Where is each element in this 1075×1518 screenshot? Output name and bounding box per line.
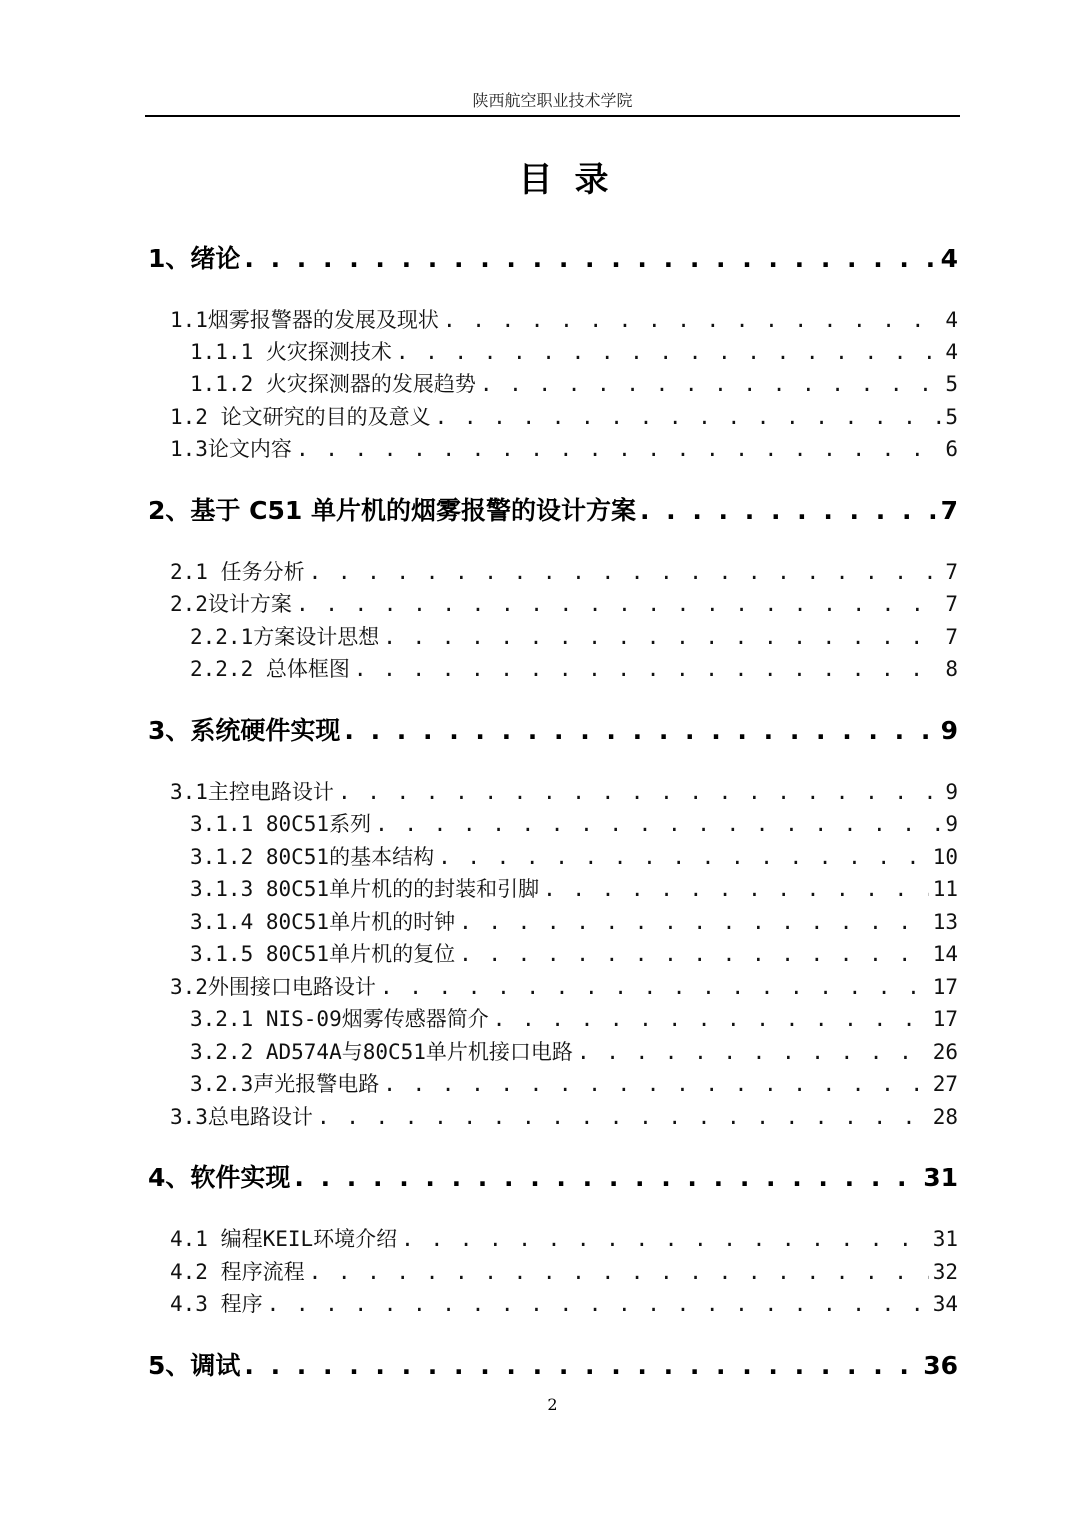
toc-entry-page: 4 [940, 244, 958, 273]
toc-entry-text: 2.2.1方案设计思想 [190, 625, 380, 649]
toc-entry-3-3[interactable] [170, 1103, 958, 1131]
toc-entry-text: 4.1 编程KEIL环境介绍 [170, 1227, 398, 1251]
toc-entry-page: 9 [940, 716, 958, 745]
toc-entry-2-2-2[interactable] [190, 655, 958, 683]
toc-entry-text: 1.1烟雾报警器的发展及现状 [170, 308, 439, 332]
page-number: 2 [547, 1395, 558, 1414]
toc-leader-dots [244, 242, 936, 276]
toc-entry-text: 3.1.5 80C51单片机的复位 [190, 942, 456, 966]
toc-entry-page: 32 [932, 1260, 958, 1284]
toc-entry-text: 3.2.3声光报警电路 [190, 1072, 380, 1096]
toc-leader-dots [435, 403, 942, 431]
toc-entry-page: 26 [932, 1040, 958, 1064]
toc-entry-text: 2、基于 C51 单片机的烟雾报警的设计方案 [148, 496, 636, 525]
toc-leader-dots [459, 940, 929, 968]
toc-entry-chapter-4[interactable] [148, 1161, 958, 1195]
toc-entry-page: 4 [945, 308, 958, 332]
toc-entry-4-3[interactable] [170, 1290, 958, 1318]
toc-leader-dots [296, 590, 941, 618]
toc-entry-page: 31 [932, 1227, 958, 1251]
toc-entry-1-1[interactable] [170, 306, 958, 334]
toc-entry-text: 3.1.1 80C51系列 [190, 812, 372, 836]
toc-entry-text: 4、软件实现 [148, 1163, 291, 1192]
toc-entry-text: 3.2.1 NIS-09烟雾传感器简介 [190, 1007, 489, 1031]
toc-leader-dots [354, 655, 941, 683]
toc-leader-dots [401, 1225, 929, 1253]
toc-entry-1-2[interactable] [170, 403, 958, 431]
toc-entry-text: 3.1.4 80C51单片机的时钟 [190, 910, 456, 934]
toc-entry-text: 2.1 任务分析 [170, 560, 305, 584]
toc-entry-1-3[interactable] [170, 435, 958, 463]
toc-leader-dots [309, 1258, 929, 1286]
toc-entry-text: 3.1.2 80C51的基本结构 [190, 845, 435, 869]
toc-entry-text: 1.1.2 火灾探测器的发展趋势 [190, 372, 476, 396]
toc-entry-page: 13 [932, 910, 958, 934]
toc-entry-text: 1.2 论文研究的目的及意义 [170, 405, 431, 429]
toc-entry-3-2-3[interactable] [190, 1070, 958, 1098]
toc-entry-3-1[interactable] [170, 778, 958, 806]
toc-entry-text: 2.2设计方案 [170, 592, 292, 616]
toc-entry-4-1[interactable] [170, 1225, 958, 1253]
toc-entry-page: 5 [945, 372, 958, 396]
toc-leader-dots [294, 1161, 919, 1195]
header-title: 陕西航空职业技术学院 [472, 91, 633, 110]
toc-leader-dots [480, 370, 941, 398]
toc-entry-text: 4.3 程序 [170, 1292, 263, 1316]
toc-leader-dots [443, 306, 941, 334]
toc-entry-3-2-1[interactable] [190, 1005, 958, 1033]
toc-entry-page: 9 [945, 812, 958, 836]
toc-entry-page: 27 [932, 1072, 958, 1096]
toc-leader-dots [267, 1290, 929, 1318]
toc-entry-2-2-1[interactable] [190, 623, 958, 651]
toc-entry-page: 9 [945, 780, 958, 804]
toc-entry-1-1-2[interactable] [190, 370, 958, 398]
toc-entry-chapter-3[interactable] [148, 714, 958, 748]
toc-entry-text: 4.2 程序流程 [170, 1260, 305, 1284]
toc-entry-text: 1.3论文内容 [170, 437, 292, 461]
toc-leader-dots [577, 1038, 929, 1066]
toc-leader-dots [244, 1349, 919, 1383]
toc-leader-dots [296, 435, 941, 463]
toc-entry-page: 36 [923, 1351, 958, 1380]
header-rule [145, 115, 960, 117]
toc-leader-dots [309, 558, 942, 586]
toc-entry-page: 8 [945, 657, 958, 681]
toc-entry-text: 3.2外围接口电路设计 [170, 975, 376, 999]
toc-entry-3-2-2[interactable] [190, 1038, 958, 1066]
toc-entry-1-1-1[interactable] [190, 338, 958, 366]
toc-leader-dots [317, 1103, 929, 1131]
toc-entry-page: 5 [945, 405, 958, 429]
toc-entry-chapter-5[interactable] [148, 1349, 958, 1383]
toc-entry-chapter-2[interactable] [148, 494, 958, 528]
toc-entry-text: 2.2.2 总体框图 [190, 657, 350, 681]
toc-entry-text: 3.1主控电路设计 [170, 780, 334, 804]
toc-entry-page: 17 [932, 975, 958, 999]
toc-entry-chapter-1[interactable] [148, 242, 958, 276]
toc-leader-dots [380, 973, 929, 1001]
toc-leader-dots [438, 843, 929, 871]
toc-leader-dots [383, 1070, 928, 1098]
toc-entry-page: 10 [932, 845, 958, 869]
toc-entry-text: 3.1.3 80C51单片机的的封装和引脚 [190, 877, 540, 901]
toc-leader-dots [640, 494, 937, 528]
toc-entry-page: 4 [945, 340, 958, 364]
toc-leader-dots [383, 623, 941, 651]
toc-leader-dots [396, 338, 941, 366]
toc-leader-dots [459, 908, 929, 936]
toc-entry-page: 28 [932, 1105, 958, 1129]
toc-leader-dots [543, 875, 929, 903]
toc-entry-3-2[interactable] [170, 973, 958, 1001]
toc-entry-page: 34 [932, 1292, 958, 1316]
toc-entry-text: 3、系统硬件实现 [148, 716, 341, 745]
toc-entry-2-1[interactable] [170, 558, 958, 586]
toc-entry-text: 3.2.2 AD574A与80C51单片机接口电路 [190, 1040, 573, 1064]
toc-entry-page: 14 [932, 942, 958, 966]
toc-entry-3-1-2[interactable] [190, 843, 958, 871]
toc-entry-page: 7 [945, 560, 958, 584]
toc-entry-3-1-1[interactable] [190, 810, 958, 838]
toc-leader-dots [344, 714, 936, 748]
toc-entry-text: 1.1.1 火灾探测技术 [190, 340, 392, 364]
toc-leader-dots [338, 778, 941, 806]
toc-title: 目录 [518, 160, 631, 200]
toc-entry-2-2[interactable] [170, 590, 958, 618]
toc-entry-page: 7 [940, 496, 958, 525]
toc-entry-4-2[interactable] [170, 1258, 958, 1286]
toc-leader-dots [375, 810, 941, 838]
toc-entry-page: 7 [945, 592, 958, 616]
toc-entry-page: 11 [932, 877, 958, 901]
toc-leader-dots [493, 1005, 929, 1033]
toc-entry-text: 3.3总电路设计 [170, 1105, 313, 1129]
toc-entry-text: 1、绪论 [148, 244, 241, 273]
toc-entry-page: 31 [923, 1163, 958, 1192]
toc-entry-text: 5、调试 [148, 1351, 241, 1380]
toc-entry-3-1-5[interactable] [190, 940, 958, 968]
toc-entry-3-1-4[interactable] [190, 908, 958, 936]
toc-entry-3-1-3[interactable] [190, 875, 958, 903]
toc-entry-page: 17 [932, 1007, 958, 1031]
toc-entry-page: 7 [945, 625, 958, 649]
toc-entry-page: 6 [945, 437, 958, 461]
